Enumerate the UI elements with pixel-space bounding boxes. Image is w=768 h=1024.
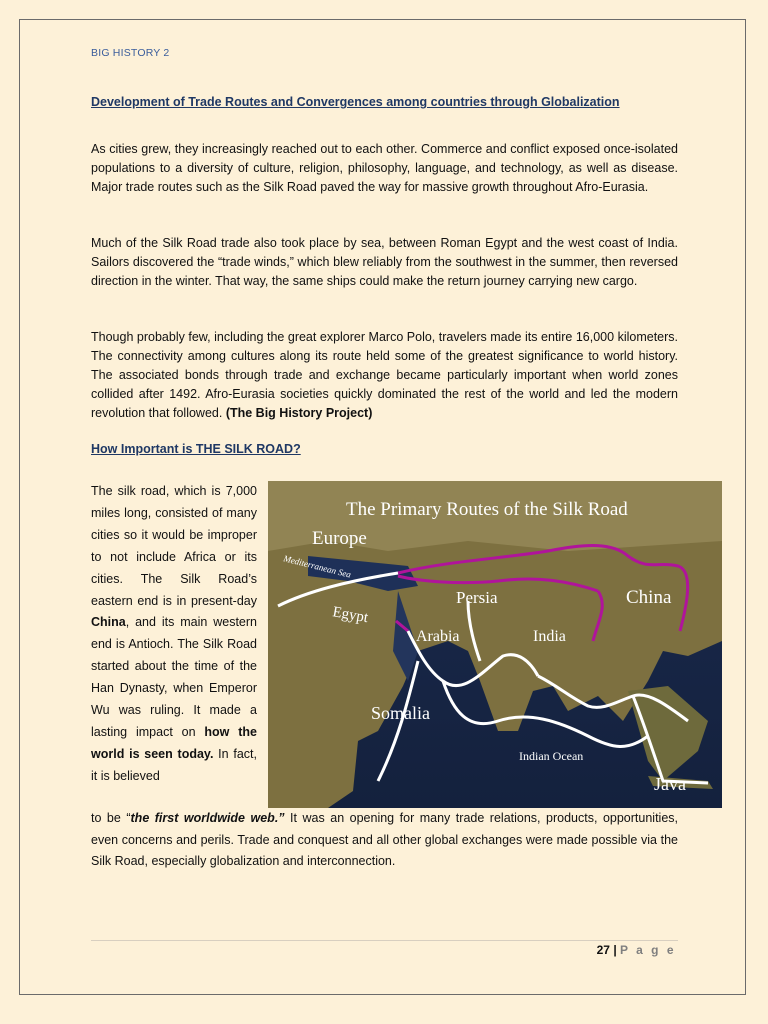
subheading: How Important is THE SILK ROAD? (91, 442, 301, 456)
paragraph-3-text: Though probably few, including the great explorer Marco Polo, travelers made its entire 16,000 kilometers. The connectivity among cultures along its route held some of the greatest significance to world history. The associated bonds through trade and exchange became particularly important when world zones collided after 1492. Afro-Eurasia societies quickly dominated the rest of the world and led the modern revolution that followed. (91, 330, 678, 420)
quote-emphasis: the first worldwide web.” (130, 811, 285, 825)
source-citation: (The Big History Project) (225, 406, 373, 420)
silk-road-text-3-head: In fact, it is believed (91, 746, 257, 783)
silk-road-text-1: The silk road, which is 7,000 miles long, consisted of many cities so it would be improper to not include Africa or its cities. The Silk Road’s eastern end is in present-day (91, 484, 257, 608)
map-label-med-sea: Mediterranean Sea (282, 553, 353, 580)
map-label-europe: Europe (312, 528, 367, 549)
bold-phrase: how the world is seen today. (91, 724, 257, 761)
map-label-egypt: Egypt (331, 604, 370, 627)
map-label-arabia: Arabia (416, 628, 460, 645)
map-label-indian-ocean: Indian Ocean (519, 749, 584, 763)
map-image (268, 481, 722, 808)
silk-road-text-2: , and its main western end is Antioch. The Silk Road started about the time of the Han Dynasty, when Emperor Wu was ruling. It made a lasting impact on (91, 615, 257, 739)
section-title: Development of Trade Routes and Convergences among countries through Globalization (91, 95, 620, 109)
paragraph-2: Much of the Silk Road trade also took place by sea, between Roman Egypt and the west coast of India. Sailors discovered the “trade winds,” which blew reliably from the southwest in the summer, then reversed direction in the winter. That way, the same ships could make the return journey carrying new cargo. (91, 236, 678, 288)
silk-road-text-column (91, 481, 257, 788)
footer-separator: | (613, 943, 617, 957)
silk-road-map (268, 481, 722, 808)
paragraph-3 (91, 328, 678, 423)
page-footer (597, 943, 676, 957)
paragraph-1: As cities grew, they increasingly reached out to each other. Commerce and conflict exposed once-isolated populations to a diversity of culture, religion, philosophy, language, and technology, as well as disease. Major trade routes such as the Silk Road paved the way for massive growth throughout Afro-Eurasia. (91, 142, 678, 194)
page-word: P a g e (620, 943, 676, 957)
silk-road-text-tail (91, 808, 678, 873)
silk-road-text-4: It was an opening for many trade relations, products, opportunities, even concerns and perils. Trade and conquest and all other global exchanges were made possible via the Silk Road, especially globalization and interconnection. (91, 811, 678, 868)
map-label-somalia: Somalia (371, 703, 430, 723)
page-number: 27 (596, 943, 610, 957)
tail-lead: to be “ (91, 811, 131, 825)
map-label-persia: Persia (456, 588, 498, 607)
running-header: BIG HISTORY 2 (91, 47, 170, 59)
map-title: The Primary Routes of the Silk Road (346, 499, 628, 520)
map-label-india: India (533, 628, 566, 645)
map-label-java: Java (654, 774, 686, 794)
map-label-china: China (626, 587, 672, 608)
china-bold: China (91, 615, 126, 630)
footer-rule (91, 940, 678, 941)
